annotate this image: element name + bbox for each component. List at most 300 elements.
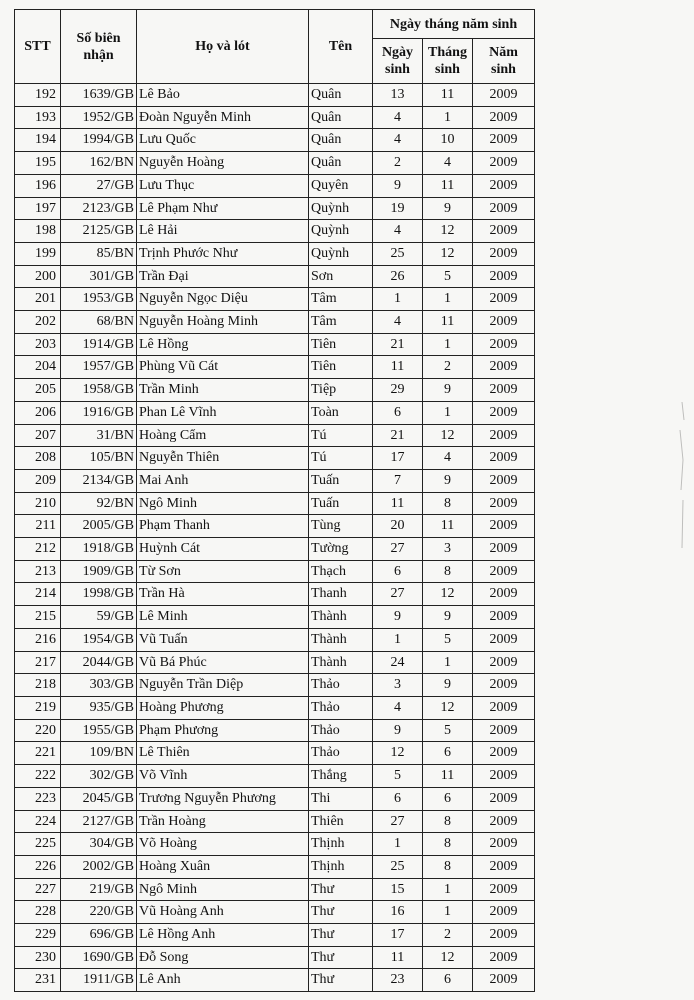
row-ho-va-lot: Nguyễn Hoàng Minh [137, 311, 309, 334]
row-thang-sinh: 9 [423, 606, 473, 629]
row-so-bien-nhan: 31/BN [61, 424, 137, 447]
row-stt: 198 [15, 220, 61, 243]
row-ten: Thư [309, 924, 373, 947]
row-nam-sinh: 2009 [473, 628, 535, 651]
row-stt: 212 [15, 538, 61, 561]
row-thang-sinh: 12 [423, 242, 473, 265]
table-body [15, 84, 535, 992]
row-ngay-sinh: 3 [373, 674, 423, 697]
row-nam-sinh: 2009 [473, 84, 535, 107]
row-thang-sinh: 11 [423, 311, 473, 334]
row-ten: Thảo [309, 742, 373, 765]
row-ngay-sinh: 15 [373, 878, 423, 901]
row-ngay-sinh: 4 [373, 220, 423, 243]
table-header [15, 10, 535, 84]
header-ngay-sinh: Ngày sinh [373, 39, 423, 84]
table-row [15, 469, 535, 492]
row-ten: Quân [309, 106, 373, 129]
row-so-bien-nhan: 2044/GB [61, 651, 137, 674]
row-ngay-sinh: 27 [373, 810, 423, 833]
row-so-bien-nhan: 1916/GB [61, 401, 137, 424]
row-stt: 217 [15, 651, 61, 674]
row-ngay-sinh: 25 [373, 242, 423, 265]
row-nam-sinh: 2009 [473, 129, 535, 152]
row-ngay-sinh: 21 [373, 424, 423, 447]
row-thang-sinh: 12 [423, 220, 473, 243]
row-stt: 211 [15, 515, 61, 538]
row-stt: 201 [15, 288, 61, 311]
row-nam-sinh: 2009 [473, 946, 535, 969]
row-ten: Thiên [309, 810, 373, 833]
row-ho-va-lot: Phạm Thanh [137, 515, 309, 538]
row-ten: Quân [309, 84, 373, 107]
row-ho-va-lot: Đỗ Song [137, 946, 309, 969]
table-row [15, 401, 535, 424]
row-thang-sinh: 4 [423, 447, 473, 470]
row-ten: Tuấn [309, 469, 373, 492]
row-ngay-sinh: 19 [373, 197, 423, 220]
row-so-bien-nhan: 1918/GB [61, 538, 137, 561]
row-ngay-sinh: 7 [373, 469, 423, 492]
row-stt: 209 [15, 469, 61, 492]
row-stt: 225 [15, 833, 61, 856]
row-ten: Thịnh [309, 855, 373, 878]
row-stt: 227 [15, 878, 61, 901]
header-ngay-thang-nam-sinh: Ngày tháng năm sinh [373, 10, 535, 39]
row-ho-va-lot: Trần Hoàng [137, 810, 309, 833]
row-so-bien-nhan: 2005/GB [61, 515, 137, 538]
row-ho-va-lot: Nguyễn Thiên [137, 447, 309, 470]
row-ten: Quân [309, 129, 373, 152]
row-ngay-sinh: 1 [373, 833, 423, 856]
row-thang-sinh: 11 [423, 765, 473, 788]
row-ho-va-lot: Lê Minh [137, 606, 309, 629]
row-stt: 226 [15, 855, 61, 878]
row-thang-sinh: 1 [423, 106, 473, 129]
student-table [14, 9, 535, 992]
row-ho-va-lot: Vũ Tuấn [137, 628, 309, 651]
row-ten: Tùng [309, 515, 373, 538]
table-row [15, 560, 535, 583]
row-nam-sinh: 2009 [473, 855, 535, 878]
row-ten: Thi [309, 787, 373, 810]
row-nam-sinh: 2009 [473, 265, 535, 288]
row-thang-sinh: 12 [423, 696, 473, 719]
row-stt: 207 [15, 424, 61, 447]
row-stt: 193 [15, 106, 61, 129]
row-thang-sinh: 11 [423, 84, 473, 107]
row-stt: 224 [15, 810, 61, 833]
row-stt: 203 [15, 333, 61, 356]
row-ten: Thành [309, 628, 373, 651]
table-row [15, 946, 535, 969]
row-thang-sinh: 6 [423, 742, 473, 765]
row-nam-sinh: 2009 [473, 538, 535, 561]
row-ngay-sinh: 4 [373, 129, 423, 152]
row-ho-va-lot: Hoàng Phương [137, 696, 309, 719]
row-stt: 208 [15, 447, 61, 470]
row-ten: Sơn [309, 265, 373, 288]
row-stt: 214 [15, 583, 61, 606]
row-thang-sinh: 12 [423, 424, 473, 447]
row-thang-sinh: 11 [423, 515, 473, 538]
row-nam-sinh: 2009 [473, 311, 535, 334]
row-ten: Thư [309, 946, 373, 969]
row-ngay-sinh: 2 [373, 152, 423, 175]
row-ho-va-lot: Vũ Bá Phúc [137, 651, 309, 674]
row-stt: 194 [15, 129, 61, 152]
row-stt: 199 [15, 242, 61, 265]
row-stt: 202 [15, 311, 61, 334]
row-ho-va-lot: Ngô Minh [137, 492, 309, 515]
row-ho-va-lot: Trần Hà [137, 583, 309, 606]
row-ngay-sinh: 11 [373, 946, 423, 969]
table-row [15, 787, 535, 810]
row-thang-sinh: 1 [423, 401, 473, 424]
row-ngay-sinh: 27 [373, 583, 423, 606]
row-ho-va-lot: Hoàng Xuân [137, 855, 309, 878]
row-ngay-sinh: 9 [373, 606, 423, 629]
row-thang-sinh: 10 [423, 129, 473, 152]
row-thang-sinh: 1 [423, 901, 473, 924]
row-thang-sinh: 4 [423, 152, 473, 175]
row-stt: 223 [15, 787, 61, 810]
table-row [15, 878, 535, 901]
row-stt: 221 [15, 742, 61, 765]
row-ngay-sinh: 16 [373, 901, 423, 924]
row-thang-sinh: 11 [423, 174, 473, 197]
row-thang-sinh: 8 [423, 810, 473, 833]
row-ten: Thắng [309, 765, 373, 788]
header-ten: Tên [309, 10, 373, 84]
row-stt: 215 [15, 606, 61, 629]
table-row [15, 174, 535, 197]
row-ngay-sinh: 6 [373, 560, 423, 583]
row-ngay-sinh: 13 [373, 84, 423, 107]
row-nam-sinh: 2009 [473, 878, 535, 901]
row-nam-sinh: 2009 [473, 356, 535, 379]
row-so-bien-nhan: 68/BN [61, 311, 137, 334]
row-thang-sinh: 5 [423, 265, 473, 288]
row-so-bien-nhan: 2045/GB [61, 787, 137, 810]
row-ngay-sinh: 12 [373, 742, 423, 765]
row-ho-va-lot: Lê Phạm Như [137, 197, 309, 220]
row-thang-sinh: 3 [423, 538, 473, 561]
row-stt: 216 [15, 628, 61, 651]
row-so-bien-nhan: 1994/GB [61, 129, 137, 152]
row-nam-sinh: 2009 [473, 969, 535, 992]
row-nam-sinh: 2009 [473, 787, 535, 810]
row-ho-va-lot: Lê Bảo [137, 84, 309, 107]
table-row [15, 924, 535, 947]
row-thang-sinh: 6 [423, 787, 473, 810]
row-so-bien-nhan: 935/GB [61, 696, 137, 719]
row-stt: 213 [15, 560, 61, 583]
row-so-bien-nhan: 162/BN [61, 152, 137, 175]
row-nam-sinh: 2009 [473, 560, 535, 583]
row-ho-va-lot: Phạm Phương [137, 719, 309, 742]
row-ten: Tiệp [309, 379, 373, 402]
table-row [15, 220, 535, 243]
row-so-bien-nhan: 2002/GB [61, 855, 137, 878]
row-thang-sinh: 1 [423, 333, 473, 356]
row-ten: Tiên [309, 356, 373, 379]
row-stt: 228 [15, 901, 61, 924]
row-ho-va-lot: Vũ Hoàng Anh [137, 901, 309, 924]
row-stt: 220 [15, 719, 61, 742]
row-ten: Quỳnh [309, 220, 373, 243]
row-ho-va-lot: Lê Hồng [137, 333, 309, 356]
header-so-bien-nhan: Số biên nhận [61, 10, 137, 84]
row-ten: Thảo [309, 674, 373, 697]
row-nam-sinh: 2009 [473, 220, 535, 243]
row-nam-sinh: 2009 [473, 606, 535, 629]
row-so-bien-nhan: 1639/GB [61, 84, 137, 107]
table-row [15, 515, 535, 538]
table-row [15, 696, 535, 719]
table-row [15, 901, 535, 924]
row-ten: Quỳnh [309, 242, 373, 265]
row-ho-va-lot: Ngô Minh [137, 878, 309, 901]
row-ngay-sinh: 4 [373, 311, 423, 334]
table-row [15, 379, 535, 402]
row-nam-sinh: 2009 [473, 379, 535, 402]
table-row [15, 333, 535, 356]
row-ten: Thành [309, 651, 373, 674]
table-row [15, 742, 535, 765]
row-thang-sinh: 2 [423, 924, 473, 947]
table-row [15, 288, 535, 311]
row-ngay-sinh: 11 [373, 492, 423, 515]
table-row [15, 833, 535, 856]
row-nam-sinh: 2009 [473, 901, 535, 924]
row-ngay-sinh: 6 [373, 401, 423, 424]
row-so-bien-nhan: 302/GB [61, 765, 137, 788]
table-row [15, 628, 535, 651]
margin-handwriting-mark [674, 400, 690, 550]
row-stt: 230 [15, 946, 61, 969]
row-stt: 197 [15, 197, 61, 220]
row-ten: Toàn [309, 401, 373, 424]
table-row [15, 492, 535, 515]
row-ngay-sinh: 25 [373, 855, 423, 878]
row-thang-sinh: 12 [423, 946, 473, 969]
row-thang-sinh: 9 [423, 197, 473, 220]
row-ho-va-lot: Phùng Vũ Cát [137, 356, 309, 379]
row-so-bien-nhan: 1952/GB [61, 106, 137, 129]
row-ho-va-lot: Đoàn Nguyễn Minh [137, 106, 309, 129]
row-ho-va-lot: Trương Nguyễn Phương [137, 787, 309, 810]
row-ho-va-lot: Hoàng Cẩm [137, 424, 309, 447]
table-row [15, 447, 535, 470]
row-ho-va-lot: Nguyễn Ngọc Diệu [137, 288, 309, 311]
header-thang-sinh: Tháng sinh [423, 39, 473, 84]
row-stt: 200 [15, 265, 61, 288]
row-ngay-sinh: 9 [373, 719, 423, 742]
row-ten: Thành [309, 606, 373, 629]
row-so-bien-nhan: 2134/GB [61, 469, 137, 492]
row-ho-va-lot: Võ Hoàng [137, 833, 309, 856]
table-row [15, 765, 535, 788]
row-ngay-sinh: 17 [373, 447, 423, 470]
row-ngay-sinh: 5 [373, 765, 423, 788]
row-so-bien-nhan: 1909/GB [61, 560, 137, 583]
row-ngay-sinh: 1 [373, 628, 423, 651]
row-ho-va-lot: Trần Đại [137, 265, 309, 288]
row-thang-sinh: 9 [423, 674, 473, 697]
table-row [15, 855, 535, 878]
row-thang-sinh: 9 [423, 379, 473, 402]
row-so-bien-nhan: 109/BN [61, 742, 137, 765]
row-ngay-sinh: 9 [373, 174, 423, 197]
row-ho-va-lot: Lê Anh [137, 969, 309, 992]
row-ten: Thư [309, 901, 373, 924]
row-so-bien-nhan: 1953/GB [61, 288, 137, 311]
row-so-bien-nhan: 27/GB [61, 174, 137, 197]
row-ten: Thanh [309, 583, 373, 606]
row-thang-sinh: 5 [423, 628, 473, 651]
row-nam-sinh: 2009 [473, 424, 535, 447]
row-thang-sinh: 1 [423, 878, 473, 901]
row-thang-sinh: 9 [423, 469, 473, 492]
row-ho-va-lot: Lưu Quốc [137, 129, 309, 152]
table-row [15, 356, 535, 379]
header-nam-sinh: Năm sinh [473, 39, 535, 84]
row-stt: 195 [15, 152, 61, 175]
row-thang-sinh: 8 [423, 492, 473, 515]
header-stt: STT [15, 10, 61, 84]
row-nam-sinh: 2009 [473, 924, 535, 947]
row-ho-va-lot: Phan Lê Vĩnh [137, 401, 309, 424]
row-stt: 229 [15, 924, 61, 947]
row-stt: 196 [15, 174, 61, 197]
row-nam-sinh: 2009 [473, 492, 535, 515]
row-ho-va-lot: Võ Vĩnh [137, 765, 309, 788]
row-so-bien-nhan: 59/GB [61, 606, 137, 629]
row-thang-sinh: 5 [423, 719, 473, 742]
table-row [15, 311, 535, 334]
row-ngay-sinh: 17 [373, 924, 423, 947]
row-nam-sinh: 2009 [473, 765, 535, 788]
row-nam-sinh: 2009 [473, 469, 535, 492]
row-nam-sinh: 2009 [473, 719, 535, 742]
row-nam-sinh: 2009 [473, 242, 535, 265]
table-row [15, 424, 535, 447]
table-row [15, 242, 535, 265]
row-so-bien-nhan: 1958/GB [61, 379, 137, 402]
row-so-bien-nhan: 1914/GB [61, 333, 137, 356]
row-nam-sinh: 2009 [473, 515, 535, 538]
row-thang-sinh: 12 [423, 583, 473, 606]
row-ten: Thảo [309, 719, 373, 742]
row-ho-va-lot: Nguyễn Hoàng [137, 152, 309, 175]
row-ten: Tuấn [309, 492, 373, 515]
row-ngay-sinh: 23 [373, 969, 423, 992]
row-stt: 231 [15, 969, 61, 992]
row-stt: 192 [15, 84, 61, 107]
row-nam-sinh: 2009 [473, 174, 535, 197]
row-so-bien-nhan: 220/GB [61, 901, 137, 924]
table-row [15, 197, 535, 220]
row-nam-sinh: 2009 [473, 401, 535, 424]
row-ngay-sinh: 20 [373, 515, 423, 538]
row-thang-sinh: 2 [423, 356, 473, 379]
row-ten: Tâm [309, 311, 373, 334]
row-thang-sinh: 8 [423, 855, 473, 878]
row-ho-va-lot: Mai Anh [137, 469, 309, 492]
row-so-bien-nhan: 85/BN [61, 242, 137, 265]
row-so-bien-nhan: 1957/GB [61, 356, 137, 379]
row-so-bien-nhan: 1955/GB [61, 719, 137, 742]
row-ten: Tú [309, 424, 373, 447]
table-row [15, 538, 535, 561]
row-ten: Quỳnh [309, 197, 373, 220]
row-ngay-sinh: 6 [373, 787, 423, 810]
row-nam-sinh: 2009 [473, 447, 535, 470]
row-nam-sinh: 2009 [473, 106, 535, 129]
row-so-bien-nhan: 2123/GB [61, 197, 137, 220]
row-so-bien-nhan: 105/BN [61, 447, 137, 470]
table-row [15, 583, 535, 606]
row-thang-sinh: 1 [423, 651, 473, 674]
row-ngay-sinh: 26 [373, 265, 423, 288]
row-stt: 204 [15, 356, 61, 379]
row-nam-sinh: 2009 [473, 742, 535, 765]
row-ho-va-lot: Trịnh Phước Như [137, 242, 309, 265]
row-ten: Thảo [309, 696, 373, 719]
row-ho-va-lot: Nguyễn Trần Diệp [137, 674, 309, 697]
row-ho-va-lot: Huỳnh Cát [137, 538, 309, 561]
table-row [15, 84, 535, 107]
row-stt: 218 [15, 674, 61, 697]
row-ho-va-lot: Lưu Thục [137, 174, 309, 197]
row-ten: Tường [309, 538, 373, 561]
row-ten: Tâm [309, 288, 373, 311]
row-nam-sinh: 2009 [473, 152, 535, 175]
row-ten: Quân [309, 152, 373, 175]
row-nam-sinh: 2009 [473, 696, 535, 719]
row-so-bien-nhan: 2127/GB [61, 810, 137, 833]
row-ten: Tiên [309, 333, 373, 356]
row-ngay-sinh: 21 [373, 333, 423, 356]
row-ten: Quyên [309, 174, 373, 197]
row-ten: Thịnh [309, 833, 373, 856]
row-so-bien-nhan: 304/GB [61, 833, 137, 856]
row-ho-va-lot: Lê Hồng Anh [137, 924, 309, 947]
table-row [15, 152, 535, 175]
row-so-bien-nhan: 303/GB [61, 674, 137, 697]
row-thang-sinh: 8 [423, 833, 473, 856]
row-nam-sinh: 2009 [473, 810, 535, 833]
row-ngay-sinh: 4 [373, 106, 423, 129]
row-so-bien-nhan: 301/GB [61, 265, 137, 288]
row-so-bien-nhan: 1954/GB [61, 628, 137, 651]
table-row [15, 969, 535, 992]
row-ngay-sinh: 27 [373, 538, 423, 561]
row-ngay-sinh: 11 [373, 356, 423, 379]
row-ho-va-lot: Trần Minh [137, 379, 309, 402]
row-ngay-sinh: 24 [373, 651, 423, 674]
row-so-bien-nhan: 1690/GB [61, 946, 137, 969]
table-row [15, 106, 535, 129]
table-row [15, 719, 535, 742]
row-so-bien-nhan: 2125/GB [61, 220, 137, 243]
row-stt: 219 [15, 696, 61, 719]
row-nam-sinh: 2009 [473, 288, 535, 311]
row-nam-sinh: 2009 [473, 651, 535, 674]
table-row [15, 265, 535, 288]
row-stt: 210 [15, 492, 61, 515]
